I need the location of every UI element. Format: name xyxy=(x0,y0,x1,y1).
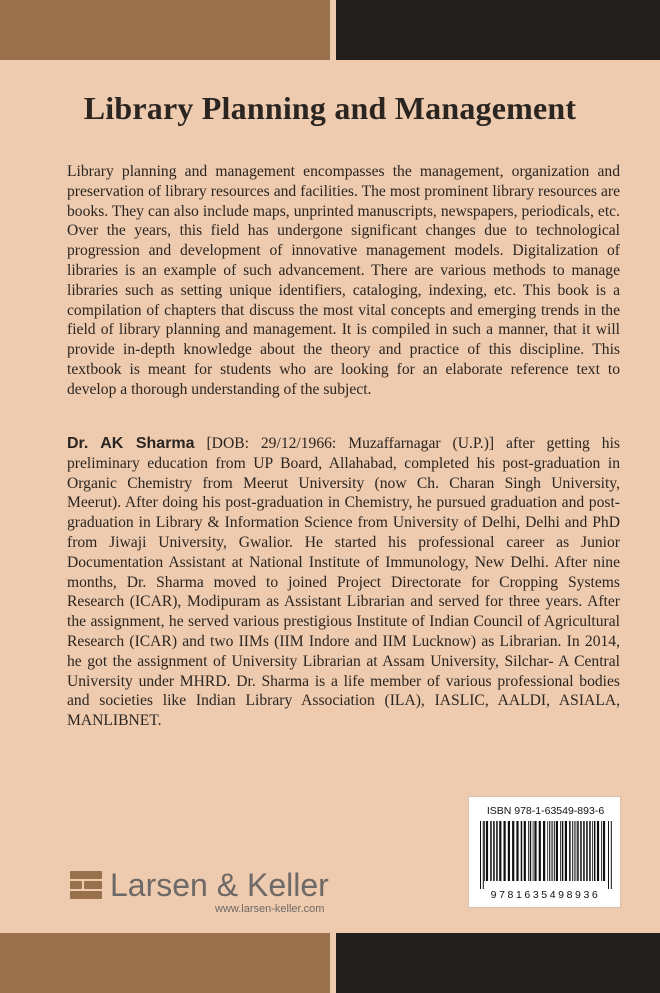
barcode-bar xyxy=(490,821,492,881)
barcode-bar xyxy=(524,821,526,881)
barcode-bar xyxy=(562,821,564,881)
barcode-bar xyxy=(572,821,573,881)
bottom-band-brown xyxy=(0,933,330,993)
barcode-bar xyxy=(608,821,609,889)
barcode-bar xyxy=(592,821,593,881)
top-band-dark xyxy=(336,0,660,60)
bottom-color-band xyxy=(0,933,660,993)
isbn-label: ISBN 978-1-63549-893-6 xyxy=(486,805,605,817)
barcode-bar xyxy=(586,821,588,881)
barcode-bar xyxy=(493,821,495,881)
barcode-bar xyxy=(556,821,558,881)
barcode-bar xyxy=(577,821,579,881)
barcode-bar xyxy=(569,821,571,881)
barcode-bar xyxy=(565,821,567,881)
barcode-bar xyxy=(611,821,612,889)
barcode-bar xyxy=(539,821,541,881)
barcode-bar xyxy=(574,821,575,881)
author-bio-text: [DOB: 29/12/1966: Muzaffarnagar (U.P.)] after getting his preliminary education from UP Board, Allahabad, completed his post-graduation in Organic Chemistry from Meerut University (now Ch. Charan Singh University, Meerut). After doing his post-graduation in Chemistry, he pursued graduation and post-graduation in Library & Information Science from University of Delhi, Delhi and PhD from Jiwaji University, Gwalior. He started his professional career as Junior Documentation Assistant at National Institute of Immunology, New Delhi. After nine months, Dr. Sharma moved to joined Project Directorate for Cropping Systems Research (ICAR), Modipuram as Assistant Librarian and served for three years. After the assignment, he served various prestigious Institute of Indian Council of Agricultural Research (ICAR) and two IIMs (IIM Indore and IIM Lucknow) as Librarian. In 2014, he got the assignment of University Librarian at Assam University, Silchar- A Central University under MHRD. Dr. Sharma is a life member of various professional bodies and societies like Indian Library Association (ILA), IASLIC, AALDI, ASIALA, MANLIBNET. xyxy=(67,435,620,730)
barcode-bar xyxy=(589,821,591,881)
barcode-bar xyxy=(560,821,561,881)
barcode-bar xyxy=(528,821,529,881)
barcode-bar xyxy=(554,821,555,881)
barcode-bar xyxy=(551,821,552,881)
bottom-band-dark xyxy=(336,933,660,993)
barcode-bar xyxy=(521,821,523,881)
publisher-logo xyxy=(70,866,350,916)
barcode-bar xyxy=(504,821,506,881)
barcode-bar xyxy=(530,821,532,881)
barcode-bar xyxy=(547,821,548,881)
barcode-bar xyxy=(603,821,605,881)
top-color-band xyxy=(0,0,660,60)
barcode-bar xyxy=(549,821,550,881)
top-band-brown xyxy=(0,0,330,60)
publisher-name: Larsen & Keller xyxy=(110,867,329,903)
barcode-bar xyxy=(483,821,484,889)
barcode-bar xyxy=(597,821,599,881)
barcode-bar xyxy=(534,821,536,881)
barcode-image xyxy=(478,821,613,889)
publisher-logo-icon xyxy=(70,871,102,899)
barcode-bar xyxy=(484,821,485,881)
isbn-barcode-box xyxy=(468,796,621,908)
barcode-bar xyxy=(480,821,481,889)
barcode-bar xyxy=(580,821,582,881)
book-description: Library planning and management encompasses the management, organization and preservation of library resources and facilities. The most prominent library resources are books. They can also include maps, unprinted manuscripts, newspapers, periodicals, etc. Over the years, this field has undergone significant changes due to technological progression and development of innovative management models. Digitalization of libraries is an example of such advancement. There are various methods to manage libraries such as setting unique identifiers, cataloging, indexing, etc. This book is a compilation of chapters that discuss the most vital concepts and emerging trends in the field of library planning and management. It is compiled in such a manner, that it will provide in-depth knowledge about the theory and practice of this discipline. This textbook is meant for students who are looking for an elaborate reference text to develop a thorough understanding of the subject. xyxy=(67,163,620,398)
barcode-bar xyxy=(601,821,602,881)
barcode-bar xyxy=(552,821,553,881)
book-title: Library Planning and Management xyxy=(83,90,577,126)
barcode-bar xyxy=(508,821,510,881)
barcode-bar xyxy=(512,821,514,881)
publisher-url: www.larsen-keller.com xyxy=(215,903,325,915)
barcode-digits: 9781635498936 xyxy=(490,889,601,901)
barcode-bar xyxy=(533,821,534,881)
barcode-bar xyxy=(576,821,577,881)
barcode-bar xyxy=(496,821,498,881)
author-name: Dr. AK Sharma xyxy=(67,435,195,452)
barcode-bar xyxy=(516,821,518,881)
author-bio xyxy=(67,434,620,731)
barcode-bar xyxy=(594,821,596,881)
barcode-bar xyxy=(543,821,545,881)
barcode-bar xyxy=(499,821,501,881)
barcode-bar xyxy=(486,821,488,881)
barcode-bar xyxy=(583,821,585,881)
